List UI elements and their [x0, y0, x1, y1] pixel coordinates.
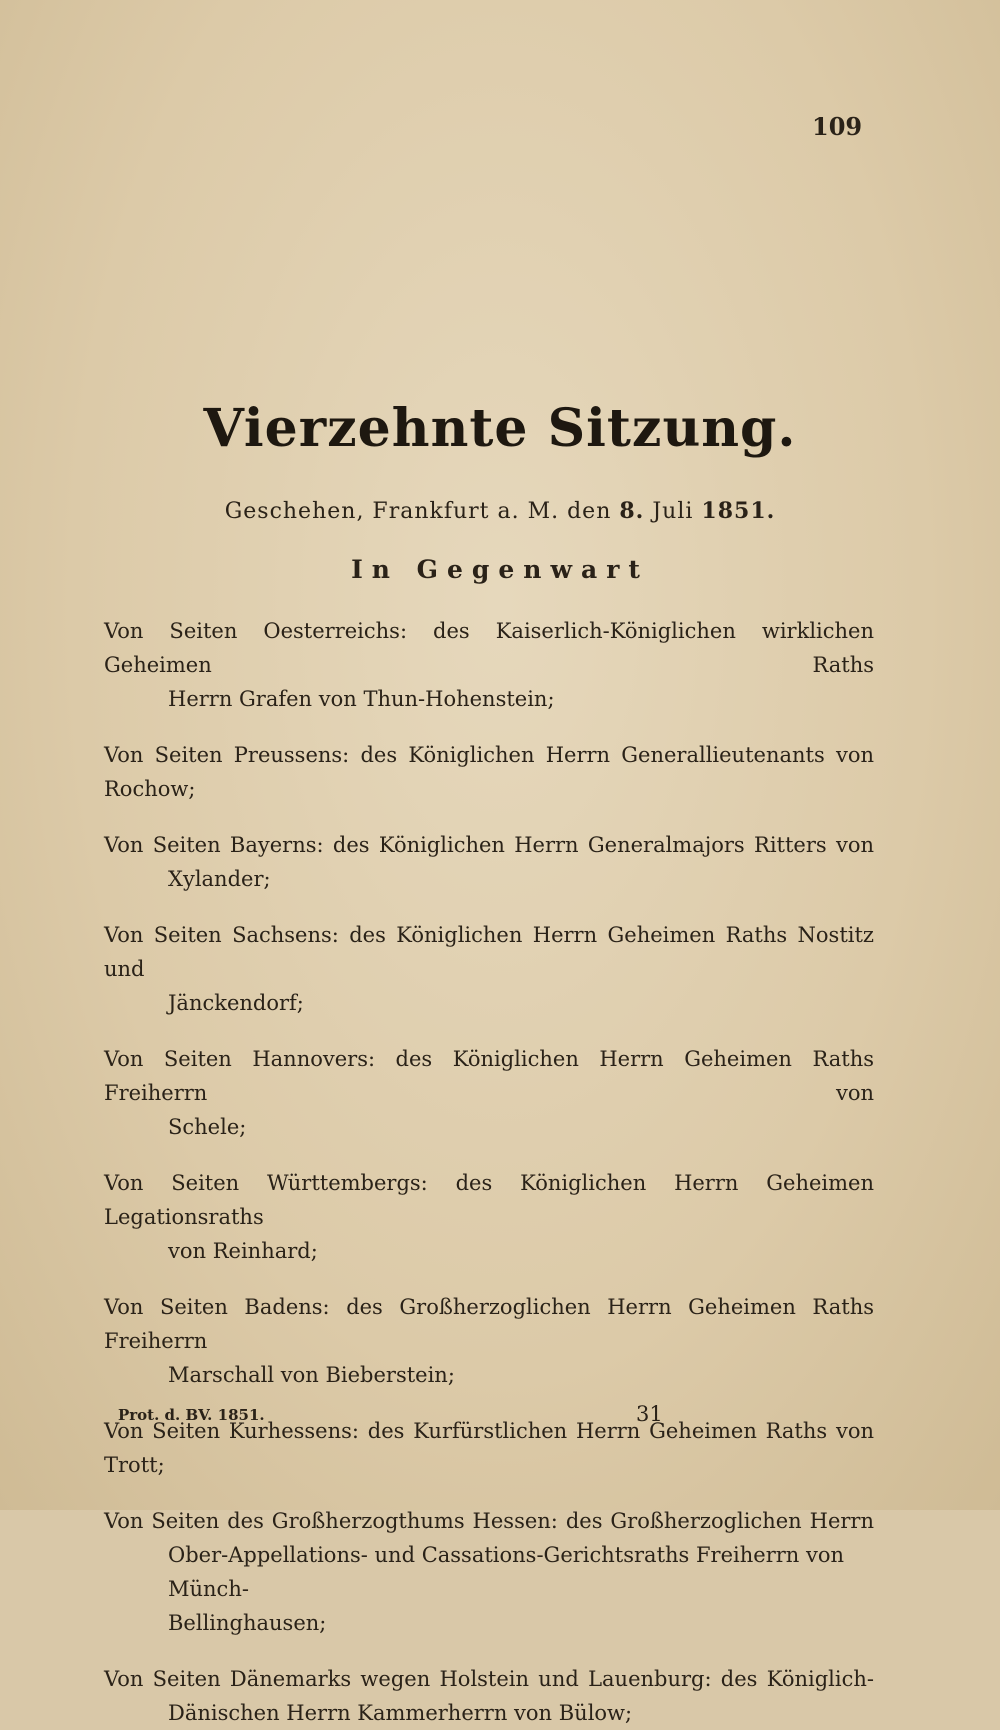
entry-line: Von Seiten des Großherzogthums Hessen: des Großherzoglichen Herrn	[104, 1509, 874, 1533]
entry-line: Von Seiten Kurhessens: des Kurfürstlichen Herrn Geheimen Raths von Trott;	[104, 1419, 874, 1477]
entry-continuation: Ober-Appellations- und Cassations-Gerichtsraths Freiherrn von Münch-	[168, 1543, 844, 1601]
session-title: Vierzehnte Sitzung.	[203, 398, 797, 459]
entry-line: Von Seiten Dänemarks wegen Holstein und Lauenburg: des Königlich-	[104, 1667, 874, 1691]
attendee-entry	[104, 918, 874, 1020]
entry-line: Von Seiten Badens: des Großherzoglichen Herrn Geheimen Raths Freiherrn	[104, 1295, 874, 1353]
footer-signature-mark: 31	[636, 1402, 663, 1426]
entry-continuation: von Reinhard;	[168, 1239, 318, 1263]
entry-line: Von Seiten Oesterreichs: des Kaiserlich-Königlichen wirklichen Geheimen Raths	[104, 619, 874, 677]
attendee-entry	[104, 1504, 874, 1640]
footer-reference: Prot. d. BV. 1851.	[118, 1406, 265, 1424]
date-line	[0, 498, 1000, 524]
attendee-entry	[104, 1042, 874, 1144]
presence-heading: In Gegenwart	[351, 555, 649, 584]
attendee-list	[104, 614, 874, 1730]
attendee-entry	[104, 1290, 874, 1392]
attendee-entry	[104, 1662, 874, 1730]
entry-continuation: Xylander;	[168, 867, 271, 891]
date-prefix: Geschehen, Frankfurt a. M. den	[224, 499, 612, 524]
date-day: 8.	[619, 498, 645, 524]
date-month: Juli	[652, 499, 694, 524]
attendee-entry	[104, 614, 874, 716]
attendee-entry	[104, 1166, 874, 1268]
page-number: 109	[812, 112, 863, 141]
entry-line: Von Seiten Preussens: des Königlichen Herrn Generallieutenants von Rochow;	[104, 743, 874, 801]
entry-continuation: Herrn Grafen von Thun-Hohenstein;	[168, 687, 555, 711]
entry-continuation: Marschall von Bieberstein;	[168, 1363, 455, 1387]
attendee-entry	[104, 828, 874, 896]
entry-line: Von Seiten Bayerns: des Königlichen Herrn Generalmajors Ritters von	[104, 833, 874, 857]
entry-continuation: Bellinghausen;	[168, 1611, 327, 1635]
entry-continuation: Schele;	[168, 1115, 247, 1139]
entry-line: Von Seiten Hannovers: des Königlichen Herrn Geheimen Raths Freiherrn von	[104, 1047, 874, 1105]
attendee-entry	[104, 1414, 874, 1482]
entry-continuation: Dänischen Herrn Kammerherrn von Bülow;	[168, 1701, 633, 1725]
date-year: 1851.	[701, 498, 776, 524]
entry-continuation: Jänckendorf;	[168, 991, 304, 1015]
entry-line: Von Seiten Württembergs: des Königlichen Herrn Geheimen Legationsraths	[104, 1171, 874, 1229]
attendee-entry	[104, 738, 874, 806]
entry-line: Von Seiten Sachsens: des Königlichen Herrn Geheimen Raths Nostitz und	[104, 923, 874, 981]
